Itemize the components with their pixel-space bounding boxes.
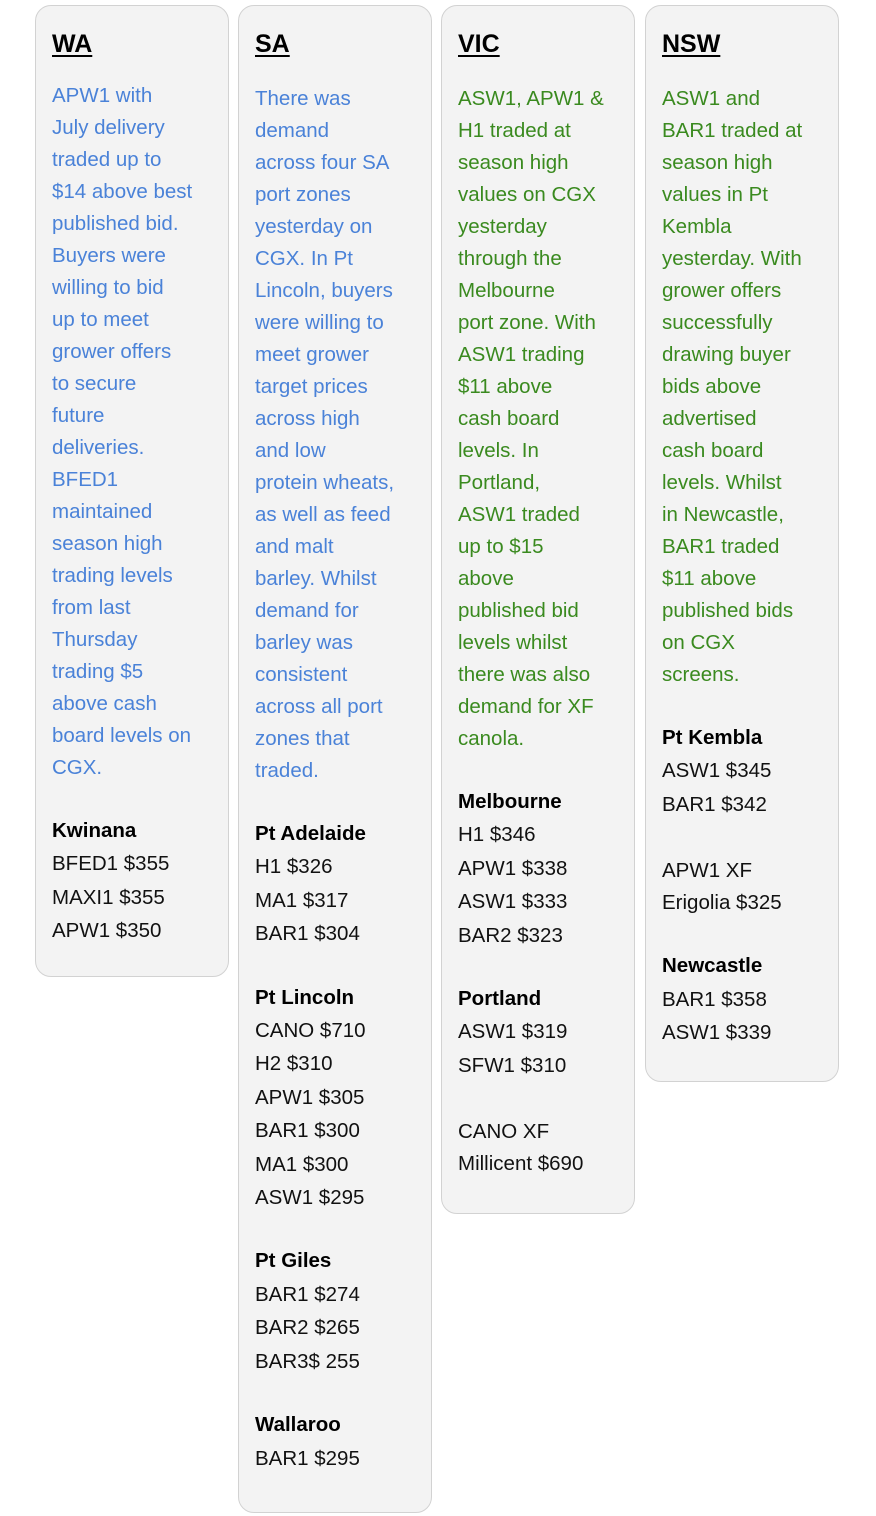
port-block-wallaroo — [255, 1408, 415, 1475]
port-block-pt-lincoln — [255, 981, 415, 1215]
state-heading: SA — [255, 30, 290, 58]
price-line: APW1 $350 — [52, 919, 162, 943]
price-line: BAR3$ 255 — [255, 1349, 360, 1373]
port-block-pt-kembla — [662, 721, 822, 821]
price-line: ASW1 $295 — [255, 1186, 365, 1210]
price-line: APW1 $338 — [458, 856, 568, 880]
port-block-newcastle — [662, 949, 822, 1049]
price-line: MA1 $300 — [255, 1152, 349, 1176]
price-line: BFED1 $355 — [52, 852, 170, 876]
state-heading: NSW — [662, 30, 721, 58]
price-line: SFW1 $310 — [458, 1053, 567, 1077]
state-heading: VIC — [458, 30, 500, 58]
price-line: BAR1 $274 — [255, 1282, 360, 1306]
price-line: ASW1 $339 — [662, 1021, 772, 1045]
price-note: CANO XF Millicent $690 — [458, 1120, 584, 1176]
price-line: BAR1 $342 — [662, 792, 767, 816]
price-line: BAR1 $300 — [255, 1119, 360, 1143]
price-line: BAR2 $323 — [458, 923, 563, 947]
price-line: BAR1 $358 — [662, 987, 767, 1011]
state-card-vic — [441, 5, 635, 1214]
port-name: Portland — [458, 987, 542, 1011]
port-name: Wallaroo — [255, 1413, 341, 1437]
port-block-pt-giles — [255, 1244, 415, 1378]
port-block-pt-adelaide — [255, 817, 415, 951]
state-heading: WA — [52, 30, 93, 58]
price-line: BAR1 $304 — [255, 922, 360, 946]
price-line: APW1 $305 — [255, 1085, 365, 1109]
port-name: Pt Lincoln — [255, 985, 355, 1009]
price-line: MA1 $317 — [255, 888, 349, 912]
port-name: Kwinana — [52, 819, 137, 842]
price-line: H2 $310 — [255, 1052, 333, 1076]
market-summary: ASW1 and BAR1 traded at season high values in Pt Kembla yesterday. With grower offers successfully drawing buyer bids above advertised cash board levels. Whilst in Newcastle, BAR1 traded $11 above published bids on CGX screens. — [662, 87, 803, 686]
price-line: CANO $710 — [255, 1019, 366, 1043]
port-name: Pt Giles — [255, 1249, 332, 1273]
port-block-kwinana — [52, 814, 212, 948]
price-line: H1 $326 — [255, 855, 333, 879]
port-name: Melbourne — [458, 790, 562, 813]
price-note: APW1 XF Erigolia $325 — [662, 859, 782, 915]
state-card-sa — [238, 5, 432, 1513]
price-line: MAXI1 $355 — [52, 885, 165, 909]
market-summary: ASW1, APW1 & H1 traded at season high values on CGX yesterday through the Melbourne port zone. With ASW1 trading $11 above cash board levels. In Portland, ASW1 traded up to $15 above published bid levels whilst there was also demand for XF canola. — [458, 87, 604, 750]
price-line: BAR2 $265 — [255, 1316, 360, 1340]
price-line: ASW1 $319 — [458, 1020, 568, 1044]
price-line: ASW1 $333 — [458, 890, 568, 914]
state-card-nsw — [645, 5, 839, 1082]
market-summary: APW1 with July delivery traded up to $14 above best published bid. Buyers were willing to bid up to meet grower offers to secure future deliveries. BFED1 maintained season high trading levels from last Thursday trading $5 above cash board levels on CGX. — [52, 84, 193, 779]
port-block-portland — [458, 982, 618, 1082]
port-name: Pt Adelaide — [255, 822, 366, 845]
price-line: H1 $346 — [458, 823, 536, 847]
price-line: ASW1 $345 — [662, 759, 772, 783]
port-name: Newcastle — [662, 954, 763, 978]
market-summary: There was demand across four SA port zones yesterday on CGX. In Pt Lincoln, buyers were willing to meet grower target prices across high and low protein wheats, as well as feed and malt barley. Whilst demand for barley was consistent across all port zones that traded. — [255, 87, 395, 782]
port-name: Pt Kembla — [662, 726, 763, 749]
price-line: BAR1 $295 — [255, 1446, 360, 1470]
state-card-wa — [35, 5, 229, 977]
port-block-melbourne — [458, 785, 618, 952]
